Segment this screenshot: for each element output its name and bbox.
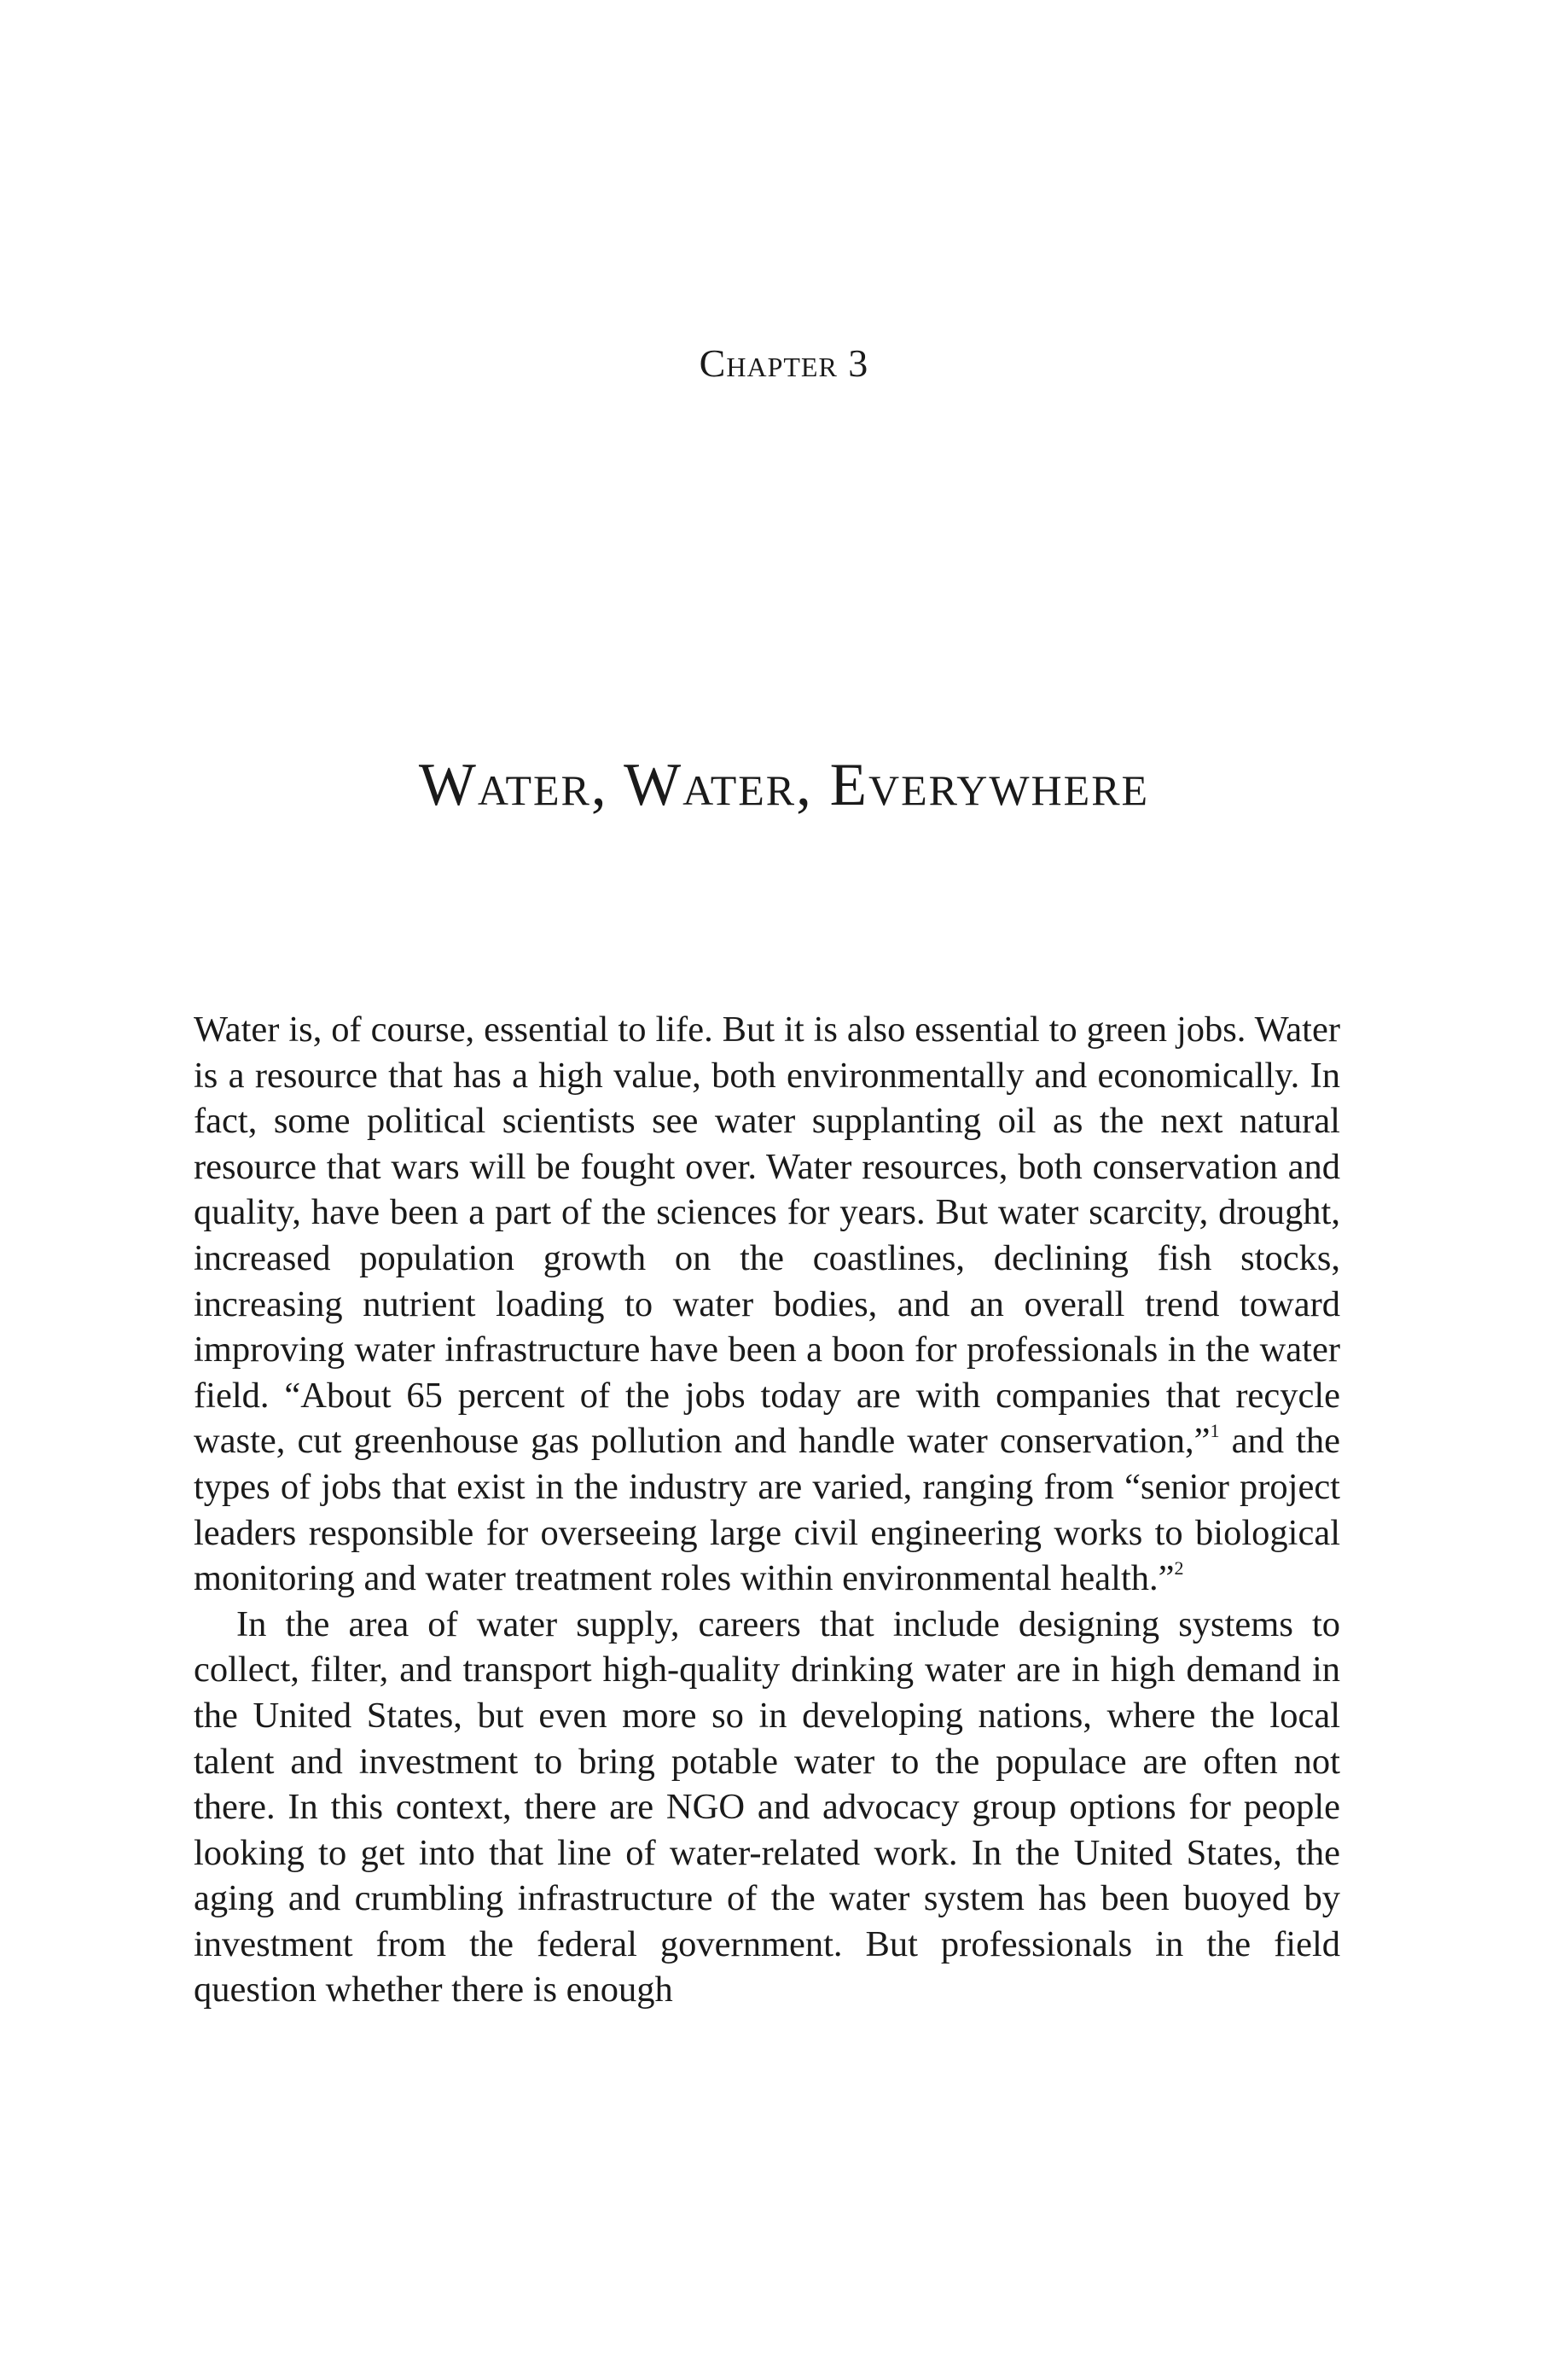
chapter-title: Water, Water, Everywhere [418, 752, 1150, 818]
paragraph-1 [194, 1007, 1340, 1602]
body-text [194, 1007, 1340, 2013]
footnote-ref-1: 1 [1210, 1420, 1220, 1442]
paragraph-1-part-b: and the types of jobs that exist in the industry are varied, ranging from “senior project leaders responsible for overseeing large civil engineering works to biological monitoring and water treatment roles within environmental health.” [194, 1421, 1340, 1599]
chapter-number: Chapter 3 [699, 341, 869, 385]
paragraph-1-part-a: Water is, of course, essential to life. But it is also essential to green jobs. Water is a resource that has a high value, both environmentally and economically. In fact, some political scientists see water supplanting oil as the next natural resource that wars will be fought over. Water resources, both conservation and quality, have been a part of the sciences for years. But water scarcity, drought, increased population growth on the coastlines, declining fish stocks, increasing nutrient loading to water bodies, and an overall trend toward improving water infrastructure have been a boon for professionals in the water field. “About 65 percent of the jobs today are with companies that recycle waste, cut greenhouse gas pollution and handle water conservation,” [194, 1009, 1340, 1462]
footnote-ref-2: 2 [1174, 1557, 1184, 1580]
paragraph-2: In the area of water supply, careers that include designing systems to collect, filter, and transport high-quality drinking water are in high demand in the United States, but even more so in developing nations, where the local talent and investment to bring potable water to the populace are often not there. In this context, there are NGO and advocacy group options for people looking to get into that line of water-related work. In the United States, the aging and crumbling infrastructure of the water system has been buoyed by investment from the federal government. But professionals in the field question whether there is enough [194, 1603, 1340, 2010]
